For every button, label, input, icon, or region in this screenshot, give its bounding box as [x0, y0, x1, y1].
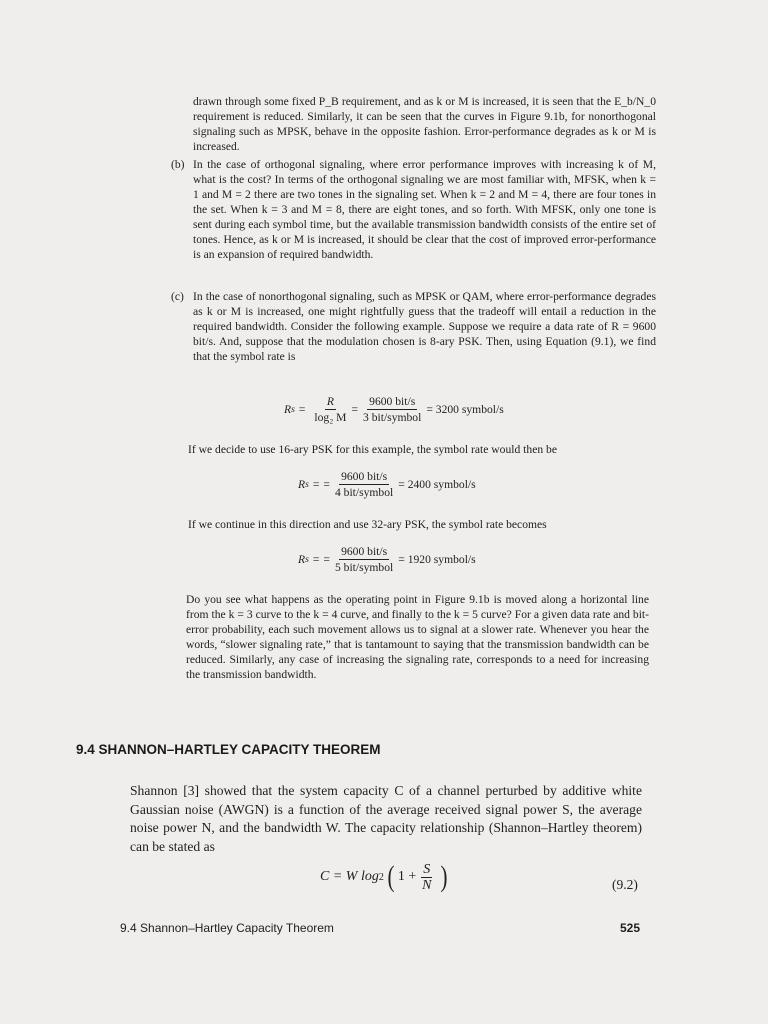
equation-symbol-rate-16ary: R s = = $\frac{\text{9600 bit/s}}{\text{4 bit/symbol}}$ = 2400 symbol/s — [298, 470, 476, 499]
fraction — [421, 863, 432, 892]
paragraph-text: If we continue in this direction and use 32-ary PSK, the symbol rate becomes — [188, 518, 547, 531]
list-item-text: In the case of nonorthogonal signaling, such as MPSK or QAM, where error-performance degrades as k or M is increased, one might rightfully guess that the tradeoff will entail a reduction in the required bandwidth. Consider the following example. Suppose we require a data rate of R = 9600 bit/s. And, suppose that the modulation chosen is 8-ary PSK. Then, using Equation (9.1), we find that the symbol rate is — [193, 290, 656, 363]
numerator: 9600 bit/s — [369, 395, 416, 408]
text-32ary — [188, 517, 658, 532]
paragraph-a-continued — [193, 94, 656, 154]
equation-result: = 3200 symbol/s — [426, 403, 504, 416]
subscript: s — [305, 554, 309, 565]
paren-left: ( — [387, 860, 395, 893]
equation-capacity — [320, 862, 451, 892]
list-item-c — [171, 289, 656, 364]
numerator: S — [423, 861, 431, 877]
fraction — [314, 395, 346, 424]
subscript: s — [305, 479, 309, 490]
denominator: N — [422, 877, 432, 893]
equation-number: (9.2) — [612, 877, 638, 892]
denominator: 4 bit/symbol — [334, 486, 394, 499]
equation-result: = 2400 symbol/s — [398, 478, 476, 491]
equation-term: 1 + — [397, 869, 417, 884]
list-marker: (b) — [171, 158, 185, 171]
list-item-text: In the case of orthogonal signaling, where error performance improves with increasing k of M, what is the cost? In terms of the orthogonal signaling we are most familiar with, MFSK, when k = 1 and M = 2 there are two tones in the signaling set. When k = 2 and M = 4, there are four tones in the set. When k = 3 and M = 8, there are eight tones, and so forth. With MFSK, only one tone is sent during each symbol time, but the available transmission bandwidth consists of the entire set of tones. Hence, as k or M is increased, it should be clear that the cost of improved error-performance is an expansion of required bandwidth. — [193, 158, 656, 261]
paragraph-shannon: Shannon [3] showed that the system capacity C of a channel perturbed by additive white Gaussian noise (AWGN) is a function of the average received signal power S, the average noise power N, and the bandwidth W. The capacity relationship (Shannon–Hartley theorem) can be stated as — [130, 783, 642, 854]
list-marker: (c) — [171, 290, 184, 303]
log-base: 2 — [378, 871, 384, 883]
paragraph-do-you-see — [186, 592, 649, 682]
paragraph-text: If we decide to use 16-ary PSK for this example, the symbol rate would then be — [188, 443, 557, 456]
equation-result: = 1920 symbol/s — [398, 553, 476, 566]
fraction — [363, 395, 421, 424]
equation-lhs: C = W log — [320, 869, 379, 884]
paren-right: ) — [440, 860, 448, 893]
text-16ary — [188, 442, 658, 457]
list-item-b — [171, 157, 656, 262]
running-footer-section: 9.4 Shannon–Hartley Capacity Theorem — [120, 921, 334, 935]
equation-lhs: R — [298, 553, 306, 566]
equation-symbol-rate-32ary: R s = = $\frac{\text{9600 bit/s}}{\text{5 bit/symbol}}$ = 1920 symbol/s — [298, 545, 476, 574]
paragraph-text: drawn through some fixed P_B requirement, and as k or M is increased, it is seen that the E_b/N_0 requirement is reduced. Similarly, it can be seen that the curves in Figure 9.1b, for nonorthogonal signaling such as MPSK, behave in the opposite fashion. Error-performance degrades as k or M is increased. — [193, 95, 656, 153]
equation-symbol-rate-8ary: R s = $\frac{R}{\text{log₂ M}}$ = $\frac{\text{9600 bit/s}}{\text{3 bit/symbol}}$ = 3200 symbol/s — [284, 395, 504, 424]
denominator: 3 bit/symbol — [363, 411, 422, 424]
equation-lhs: R — [284, 403, 292, 416]
denominator: 5 bit/symbol — [334, 561, 394, 574]
fraction — [335, 470, 393, 499]
fraction — [335, 545, 393, 574]
numerator: R — [326, 395, 334, 408]
section-heading: 9.4 SHANNON–HARTLEY CAPACITY THEOREM — [76, 742, 381, 757]
equation-lhs: R — [298, 478, 306, 491]
numerator: 9600 bit/s — [341, 470, 388, 483]
numerator: 9600 bit/s — [341, 545, 388, 558]
page-number: 525 — [620, 921, 641, 935]
denominator: log₂ M — [314, 411, 347, 424]
paragraph-text: Do you see what happens as the operating point in Figure 9.1b is moved along a horizontal line from the k = 3 curve to the k = 4 curve, and finally to the k = 5 curve? For a given data rate and bit-error probability, each such movement allows us to signal at a slower rate. Whenever you hear the words, “slower signaling rate,” that is tantamount to saying that the transmission bandwidth can be reduced. Similarly, any case of increasing the signaling rate, corresponds to a need for increasing the transmission bandwidth. — [186, 593, 649, 681]
subscript: s — [291, 404, 295, 415]
